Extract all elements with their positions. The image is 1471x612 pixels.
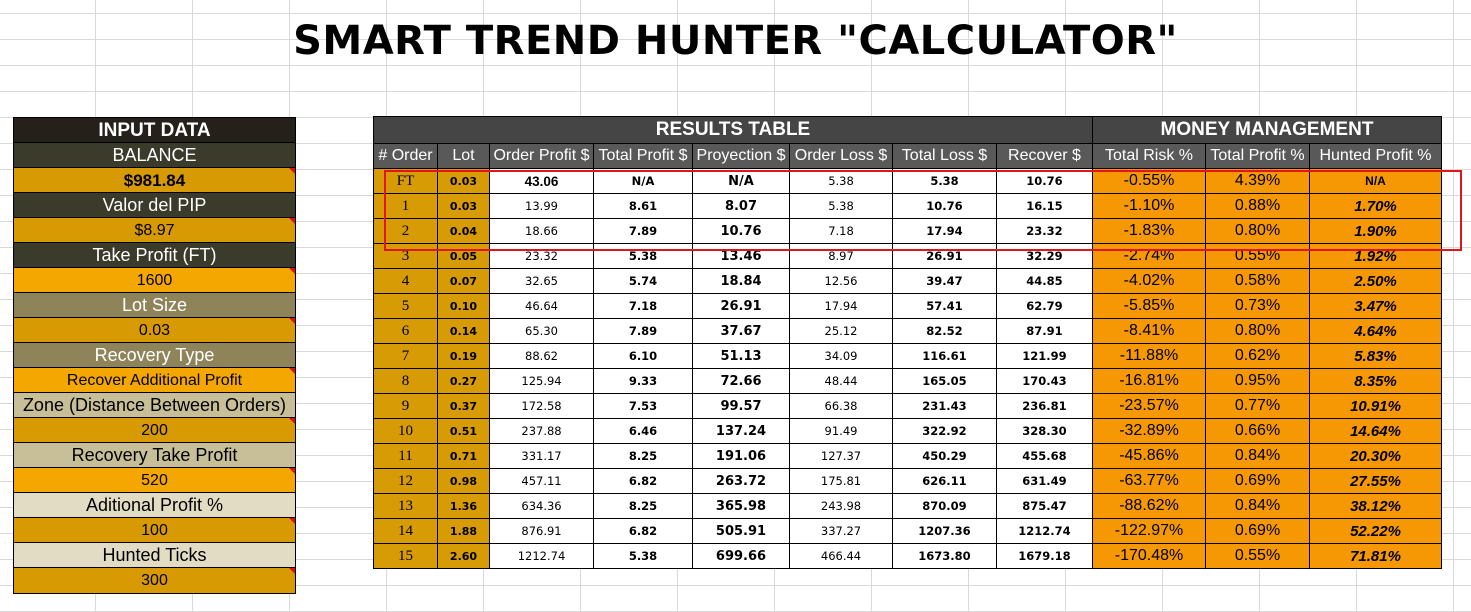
cell-total-loss: 26.91 — [893, 244, 997, 269]
cell-total-risk: -45.86% — [1093, 444, 1206, 469]
cell-order-profit: 876.91 — [490, 519, 594, 544]
cell-hunted-profit: 20.30% — [1310, 444, 1442, 469]
cell-total-profit-pct: 0.88% — [1206, 194, 1310, 219]
cell-lot: 1.36 — [438, 494, 490, 519]
cell-total-loss: 1673.80 — [893, 544, 997, 569]
cell-total-loss: 17.94 — [893, 219, 997, 244]
cell-lot: 2.60 — [438, 544, 490, 569]
cell-hunted-profit: 10.91% — [1310, 394, 1442, 419]
cell-lot: 1.88 — [438, 519, 490, 544]
input-value[interactable]: 0.03 — [14, 318, 295, 343]
cell-total-profit-pct: 0.80% — [1206, 219, 1310, 244]
table-row — [374, 219, 1442, 244]
cell-total-loss: 116.61 — [893, 344, 997, 369]
cell-recover: 236.81 — [997, 394, 1093, 419]
column-header-proyection: Proyection $ — [693, 144, 790, 169]
cell-total-loss: 870.09 — [893, 494, 997, 519]
cell-order: 2 — [374, 219, 438, 244]
cell-proyection: 18.84 — [693, 269, 790, 294]
input-value[interactable]: $981.84 — [14, 168, 295, 193]
cell-order-loss: 243.98 — [790, 494, 893, 519]
cell-recover: 121.99 — [997, 344, 1093, 369]
cell-recover: 44.85 — [997, 269, 1093, 294]
table-row — [374, 494, 1442, 519]
cell-order: 9 — [374, 394, 438, 419]
cell-order: 6 — [374, 319, 438, 344]
input-label: Recovery Take Profit — [14, 443, 295, 468]
cell-total-loss: 450.29 — [893, 444, 997, 469]
cell-recover: 170.43 — [997, 369, 1093, 394]
input-value[interactable]: 300 — [14, 568, 295, 593]
cell-proyection: 699.66 — [693, 544, 790, 569]
cell-total-profit-pct: 0.95% — [1206, 369, 1310, 394]
cell-order-loss: 66.38 — [790, 394, 893, 419]
cell-order-profit: 18.66 — [490, 219, 594, 244]
cell-order: 13 — [374, 494, 438, 519]
cell-total-profit-pct: 0.55% — [1206, 244, 1310, 269]
cell-proyection: 26.91 — [693, 294, 790, 319]
table-row — [374, 344, 1442, 369]
cell-order-profit: 1212.74 — [490, 544, 594, 569]
column-header-total-profit: Total Profit $ — [594, 144, 693, 169]
cell-total-profit: 5.38 — [594, 244, 693, 269]
table-row — [374, 394, 1442, 419]
table-row — [374, 469, 1442, 494]
cell-order-loss: 8.97 — [790, 244, 893, 269]
cell-order-loss: 25.12 — [790, 319, 893, 344]
money-management-title: MONEY MANAGEMENT — [1093, 117, 1442, 144]
cell-lot: 0.04 — [438, 219, 490, 244]
cell-total-profit: 6.10 — [594, 344, 693, 369]
table-row — [374, 244, 1442, 269]
cell-order: 5 — [374, 294, 438, 319]
cell-proyection: 10.76 — [693, 219, 790, 244]
table-row — [374, 194, 1442, 219]
cell-order: FT — [374, 169, 438, 194]
input-label: Recovery Type — [14, 343, 295, 368]
cell-total-profit-pct: 0.55% — [1206, 544, 1310, 569]
cell-total-risk: -122.97% — [1093, 519, 1206, 544]
table-row — [374, 169, 1442, 194]
cell-lot: 0.03 — [438, 169, 490, 194]
cell-total-profit-pct: 0.73% — [1206, 294, 1310, 319]
cell-proyection: 137.24 — [693, 419, 790, 444]
column-header-total-risk: Total Risk % — [1093, 144, 1206, 169]
cell-order-profit: 46.64 — [490, 294, 594, 319]
cell-order-loss: 5.38 — [790, 194, 893, 219]
cell-proyection: 263.72 — [693, 469, 790, 494]
cell-total-profit: 8.25 — [594, 494, 693, 519]
cell-proyection: 37.67 — [693, 319, 790, 344]
column-header-hunted-profit: Hunted Profit % — [1310, 144, 1442, 169]
cell-total-profit-pct: 0.66% — [1206, 419, 1310, 444]
cell-total-profit: 7.89 — [594, 219, 693, 244]
cell-order-loss: 48.44 — [790, 369, 893, 394]
cell-order-loss: 91.49 — [790, 419, 893, 444]
cell-total-loss: 5.38 — [893, 169, 997, 194]
cell-proyection: 51.13 — [693, 344, 790, 369]
column-header-recover: Recover $ — [997, 144, 1093, 169]
input-label: Zone (Distance Between Orders) — [14, 393, 295, 418]
cell-order: 8 — [374, 369, 438, 394]
cell-lot: 0.14 — [438, 319, 490, 344]
input-value[interactable]: Recover Additional Profit — [14, 368, 295, 393]
cell-total-loss: 82.52 — [893, 319, 997, 344]
results-table-title: RESULTS TABLE — [374, 117, 1093, 144]
input-data-panel — [13, 117, 296, 594]
cell-total-loss: 165.05 — [893, 369, 997, 394]
cell-hunted-profit: 8.35% — [1310, 369, 1442, 394]
cell-proyection: 365.98 — [693, 494, 790, 519]
cell-proyection: 99.57 — [693, 394, 790, 419]
cell-order-profit: 125.94 — [490, 369, 594, 394]
cell-recover: 328.30 — [997, 419, 1093, 444]
cell-hunted-profit: 38.12% — [1310, 494, 1442, 519]
cell-total-profit: 6.82 — [594, 469, 693, 494]
cell-total-loss: 39.47 — [893, 269, 997, 294]
cell-total-profit-pct: 0.77% — [1206, 394, 1310, 419]
cell-hunted-profit: 5.83% — [1310, 344, 1442, 369]
cell-total-risk: -4.02% — [1093, 269, 1206, 294]
table-row — [374, 369, 1442, 394]
input-label: Take Profit (FT) — [14, 243, 295, 268]
cell-total-profit-pct: 0.80% — [1206, 319, 1310, 344]
cell-order-profit: 172.58 — [490, 394, 594, 419]
cell-hunted-profit: 14.64% — [1310, 419, 1442, 444]
cell-order-profit: 634.36 — [490, 494, 594, 519]
cell-recover: 1679.18 — [997, 544, 1093, 569]
page-title: SMART TREND HUNTER "CALCULATOR" — [293, 18, 1178, 64]
cell-order: 7 — [374, 344, 438, 369]
column-header-total-profit-pct: Total Profit % — [1206, 144, 1310, 169]
cell-total-risk: -63.77% — [1093, 469, 1206, 494]
cell-recover: 32.29 — [997, 244, 1093, 269]
input-value[interactable]: $8.97 — [14, 218, 295, 243]
cell-total-loss: 322.92 — [893, 419, 997, 444]
cell-lot: 0.37 — [438, 394, 490, 419]
cell-recover: 16.15 — [997, 194, 1093, 219]
column-header-lot: Lot — [438, 144, 490, 169]
cell-total-risk: -2.74% — [1093, 244, 1206, 269]
cell-recover: 87.91 — [997, 319, 1093, 344]
cell-total-risk: -0.55% — [1093, 169, 1206, 194]
input-label: BALANCE — [14, 143, 295, 168]
cell-order-loss: 34.09 — [790, 344, 893, 369]
cell-total-risk: -32.89% — [1093, 419, 1206, 444]
cell-hunted-profit: 4.64% — [1310, 319, 1442, 344]
cell-total-loss: 1207.36 — [893, 519, 997, 544]
input-value[interactable]: 520 — [14, 468, 295, 493]
table-row — [374, 519, 1442, 544]
cell-recover: 631.49 — [997, 469, 1093, 494]
cell-total-risk: -16.81% — [1093, 369, 1206, 394]
cell-order-loss: 466.44 — [790, 544, 893, 569]
cell-total-profit-pct: 0.62% — [1206, 344, 1310, 369]
cell-order-loss: 337.27 — [790, 519, 893, 544]
cell-total-profit: 7.53 — [594, 394, 693, 419]
cell-order-profit: 65.30 — [490, 319, 594, 344]
cell-proyection: 505.91 — [693, 519, 790, 544]
cell-total-profit: 7.89 — [594, 319, 693, 344]
input-label: Aditional Profit % — [14, 493, 295, 518]
cell-order-profit: 88.62 — [490, 344, 594, 369]
cell-proyection: 191.06 — [693, 444, 790, 469]
cell-lot: 0.03 — [438, 194, 490, 219]
cell-order-loss: 12.56 — [790, 269, 893, 294]
cell-total-profit: 6.46 — [594, 419, 693, 444]
cell-total-profit-pct: 0.84% — [1206, 494, 1310, 519]
cell-recover: 10.76 — [997, 169, 1093, 194]
cell-total-risk: -1.83% — [1093, 219, 1206, 244]
cell-order: 10 — [374, 419, 438, 444]
cell-order-profit: 237.88 — [490, 419, 594, 444]
cell-order-profit: 331.17 — [490, 444, 594, 469]
table-row — [374, 444, 1442, 469]
cell-total-risk: -23.57% — [1093, 394, 1206, 419]
table-row — [374, 544, 1442, 569]
cell-order-profit: 23.32 — [490, 244, 594, 269]
cell-order: 11 — [374, 444, 438, 469]
cell-total-loss: 626.11 — [893, 469, 997, 494]
cell-total-profit: 5.74 — [594, 269, 693, 294]
cell-order-loss: 175.81 — [790, 469, 893, 494]
cell-proyection: 13.46 — [693, 244, 790, 269]
cell-recover: 62.79 — [997, 294, 1093, 319]
cell-hunted-profit: 27.55% — [1310, 469, 1442, 494]
cell-hunted-profit: 3.47% — [1310, 294, 1442, 319]
cell-total-risk: -11.88% — [1093, 344, 1206, 369]
cell-recover: 1212.74 — [997, 519, 1093, 544]
cell-total-profit: 8.61 — [594, 194, 693, 219]
cell-total-profit-pct: 0.58% — [1206, 269, 1310, 294]
cell-total-risk: -8.41% — [1093, 319, 1206, 344]
cell-total-profit-pct: 0.69% — [1206, 519, 1310, 544]
cell-total-profit: 7.18 — [594, 294, 693, 319]
cell-order-profit: 43.06 — [490, 169, 594, 194]
cell-proyection: 8.07 — [693, 194, 790, 219]
cell-hunted-profit: N/A — [1310, 169, 1442, 194]
cell-order: 3 — [374, 244, 438, 269]
cell-total-profit-pct: 4.39% — [1206, 169, 1310, 194]
cell-order-loss: 5.38 — [790, 169, 893, 194]
cell-lot: 0.51 — [438, 419, 490, 444]
column-header-order-profit: Order Profit $ — [490, 144, 594, 169]
cell-lot: 0.27 — [438, 369, 490, 394]
column-header-total-loss: Total Loss $ — [893, 144, 997, 169]
cell-lot: 0.10 — [438, 294, 490, 319]
cell-recover: 875.47 — [997, 494, 1093, 519]
cell-order: 14 — [374, 519, 438, 544]
cell-total-profit: 6.82 — [594, 519, 693, 544]
cell-order-loss: 7.18 — [790, 219, 893, 244]
cell-hunted-profit: 1.70% — [1310, 194, 1442, 219]
cell-order-profit: 13.99 — [490, 194, 594, 219]
input-label: Hunted Ticks — [14, 543, 295, 568]
cell-total-loss: 57.41 — [893, 294, 997, 319]
cell-total-loss: 231.43 — [893, 394, 997, 419]
table-row — [374, 319, 1442, 344]
cell-lot: 0.98 — [438, 469, 490, 494]
cell-order-loss: 127.37 — [790, 444, 893, 469]
cell-order-loss: 17.94 — [790, 294, 893, 319]
input-data-header: INPUT DATA — [14, 118, 295, 143]
cell-total-risk: -88.62% — [1093, 494, 1206, 519]
cell-lot: 0.19 — [438, 344, 490, 369]
column-header-row — [374, 144, 1442, 169]
cell-lot: 0.71 — [438, 444, 490, 469]
input-value[interactable]: 100 — [14, 518, 295, 543]
cell-hunted-profit: 71.81% — [1310, 544, 1442, 569]
cell-recover: 23.32 — [997, 219, 1093, 244]
cell-total-profit: 8.25 — [594, 444, 693, 469]
cell-proyection: N/A — [693, 169, 790, 194]
cell-hunted-profit: 52.22% — [1310, 519, 1442, 544]
table-row — [374, 419, 1442, 444]
table-row — [374, 269, 1442, 294]
cell-hunted-profit: 1.92% — [1310, 244, 1442, 269]
cell-total-risk: -170.48% — [1093, 544, 1206, 569]
cell-total-risk: -1.10% — [1093, 194, 1206, 219]
cell-order: 4 — [374, 269, 438, 294]
cell-total-profit-pct: 0.69% — [1206, 469, 1310, 494]
cell-lot: 0.05 — [438, 244, 490, 269]
cell-order-profit: 457.11 — [490, 469, 594, 494]
results-table — [373, 116, 1442, 569]
cell-total-profit: 5.38 — [594, 544, 693, 569]
cell-order-profit: 32.65 — [490, 269, 594, 294]
cell-lot: 0.07 — [438, 269, 490, 294]
cell-total-risk: -5.85% — [1093, 294, 1206, 319]
cell-total-profit: 9.33 — [594, 369, 693, 394]
input-label: Valor del PIP — [14, 193, 295, 218]
cell-total-profit-pct: 0.84% — [1206, 444, 1310, 469]
input-value[interactable]: 200 — [14, 418, 295, 443]
cell-hunted-profit: 1.90% — [1310, 219, 1442, 244]
table-row — [374, 294, 1442, 319]
input-value[interactable]: 1600 — [14, 268, 295, 293]
cell-order: 15 — [374, 544, 438, 569]
column-header-order: # Order — [374, 144, 438, 169]
cell-order: 1 — [374, 194, 438, 219]
column-header-order-loss: Order Loss $ — [790, 144, 893, 169]
cell-total-profit: N/A — [594, 169, 693, 194]
cell-proyection: 72.66 — [693, 369, 790, 394]
cell-hunted-profit: 2.50% — [1310, 269, 1442, 294]
cell-order: 12 — [374, 469, 438, 494]
cell-recover: 455.68 — [997, 444, 1093, 469]
cell-total-loss: 10.76 — [893, 194, 997, 219]
input-label: Lot Size — [14, 293, 295, 318]
